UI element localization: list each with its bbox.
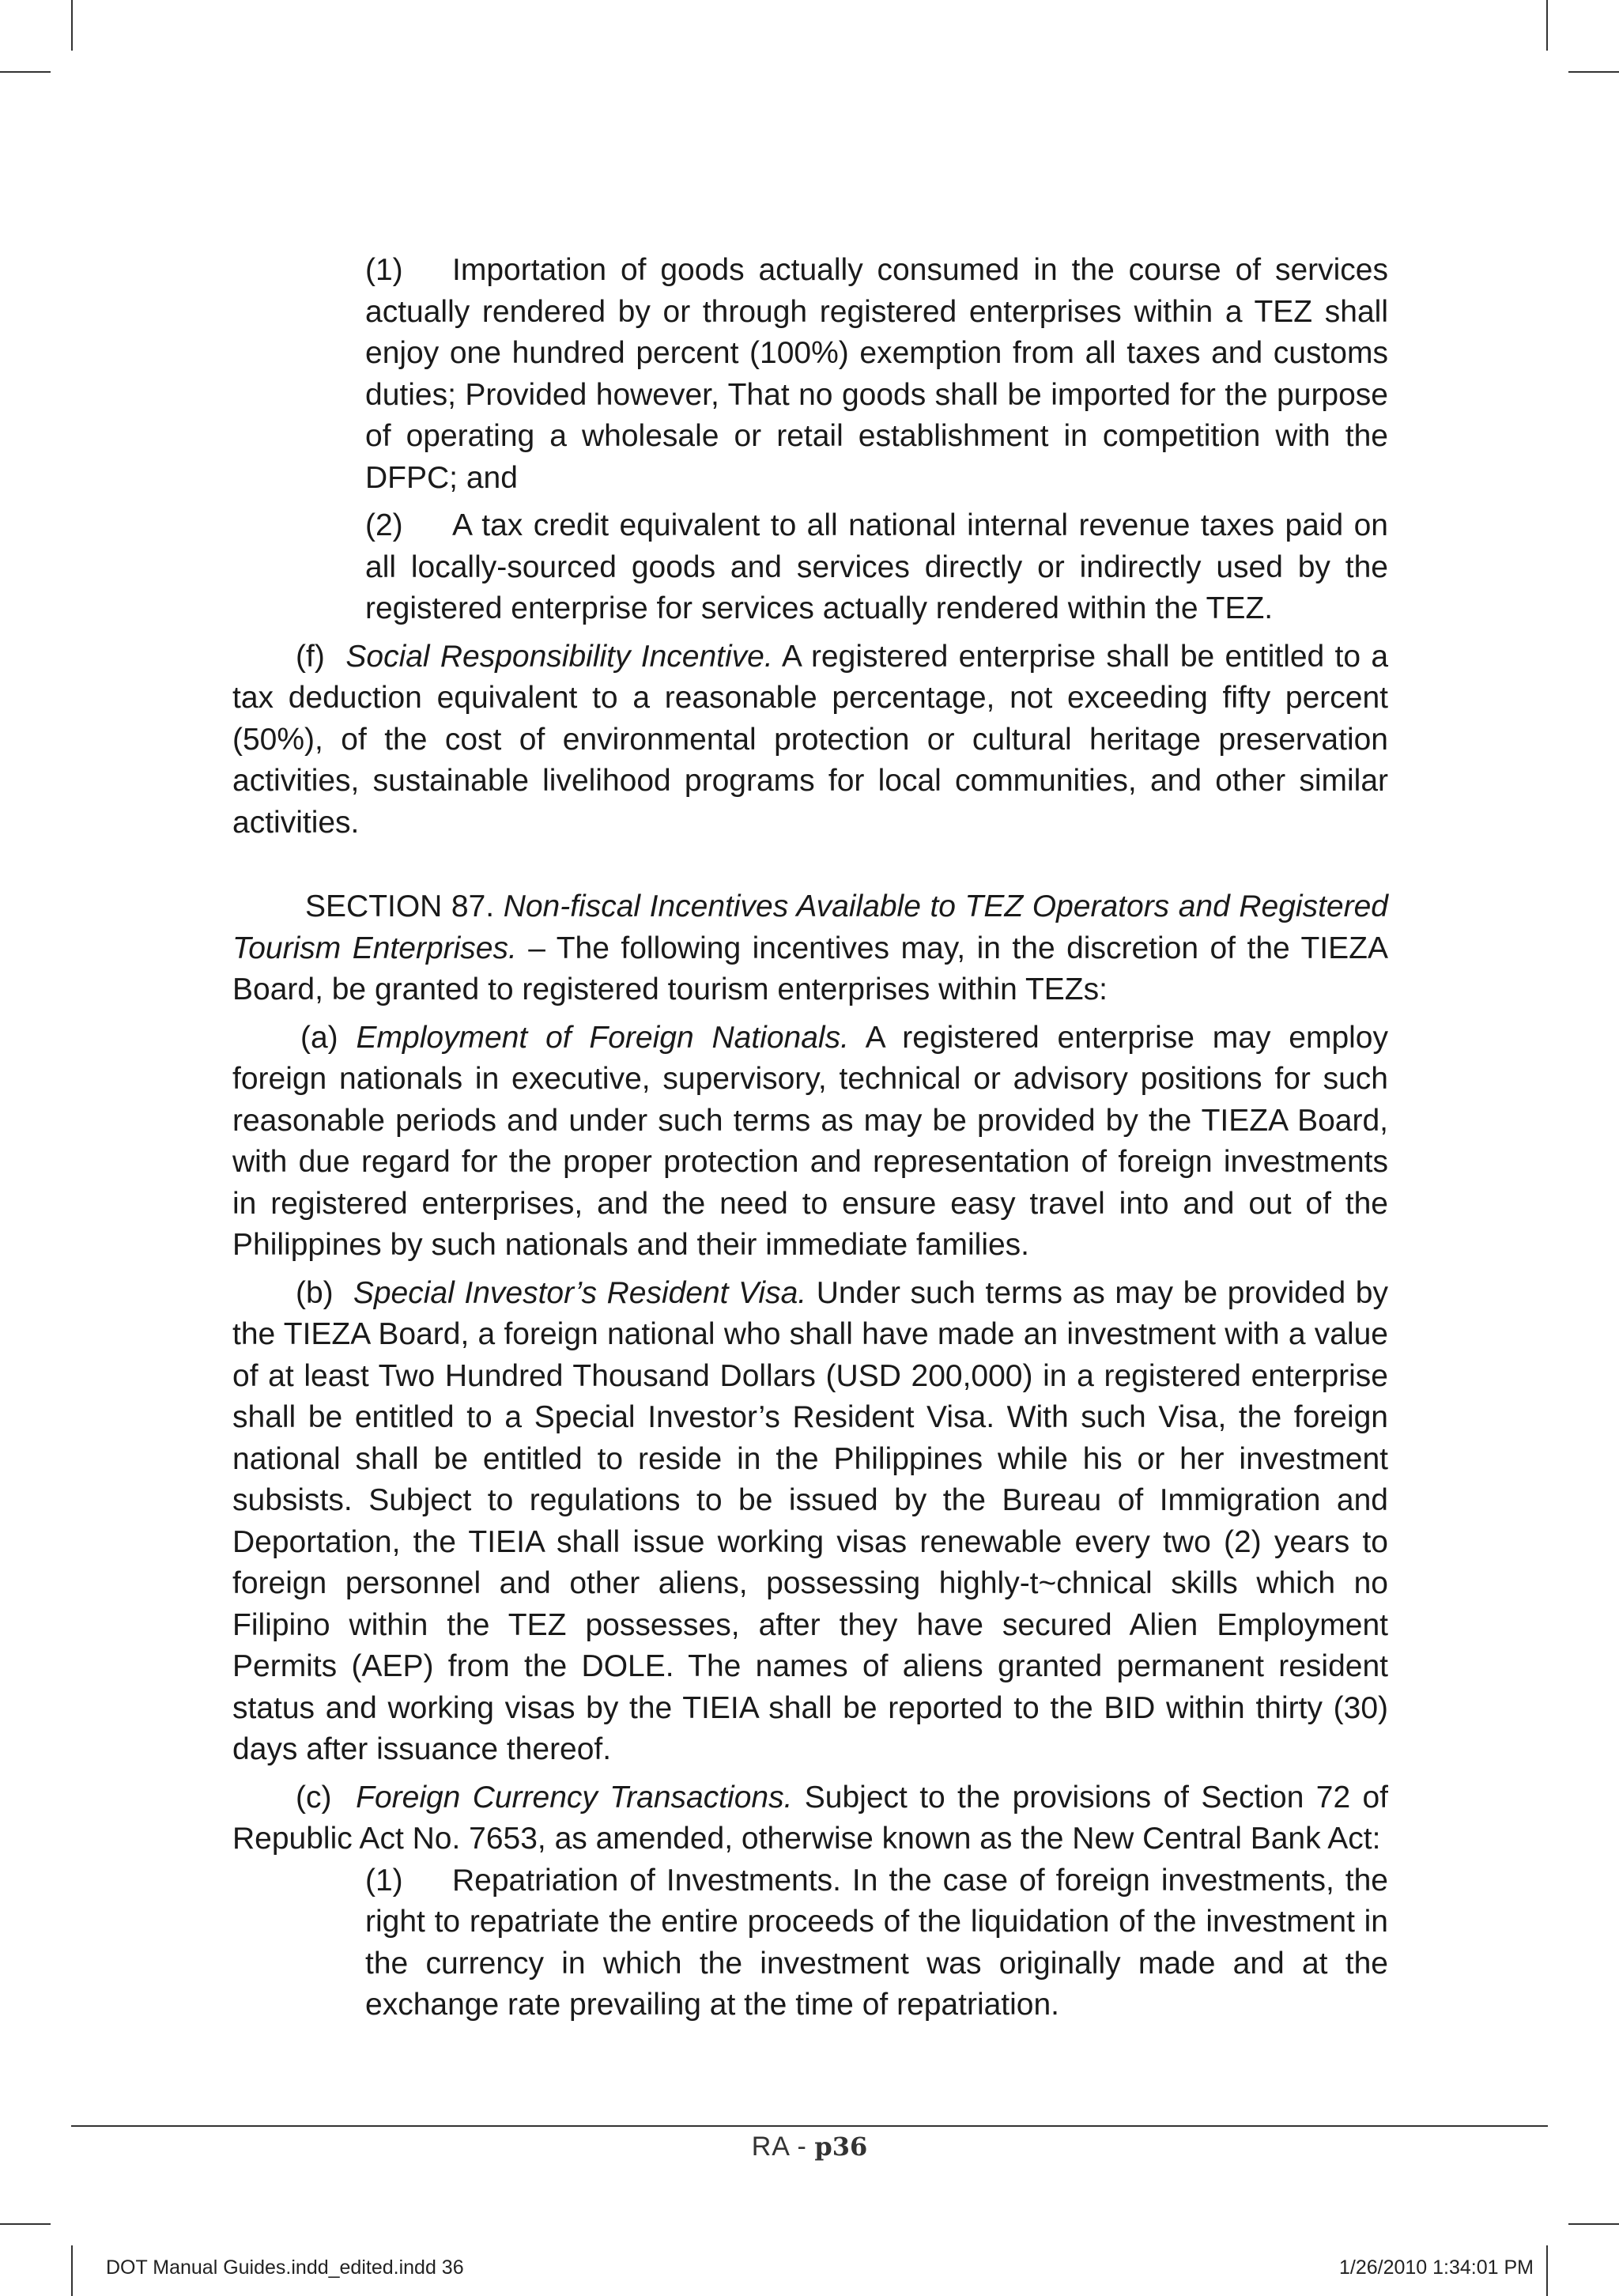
clause-e2	[365, 505, 1388, 630]
clause-c1	[365, 1860, 1388, 2026]
paragraph-f	[232, 636, 1388, 844]
crop-mark	[1568, 71, 1619, 73]
page-prefix: RA -	[751, 2132, 807, 2162]
clause-number: (1)	[365, 253, 403, 287]
clause-number: (2)	[365, 508, 403, 542]
clause-number: (1)	[365, 1863, 403, 1898]
paragraph-text: Subject to the provisions of Section 72 of Republic Act No. 7653, as amended, otherwise known as the New Central Bank Act:	[232, 1780, 1388, 1856]
paragraph-c	[232, 1777, 1388, 1860]
crop-mark	[71, 2245, 73, 2296]
paragraph-label: (f)	[296, 639, 325, 674]
paragraph-label: (c)	[296, 1780, 332, 1815]
paragraph-title: Employment of Foreign Nationals.	[356, 1020, 849, 1055]
page-number: p36	[814, 2132, 868, 2162]
crop-mark	[1568, 2223, 1619, 2225]
paragraph-text: A registered enterprise may employ foreign nationals in executive, supervisory, technical or advisory positions for such reasonable periods and under such terms as may be provided by the TIEZA Board, with due regard for the proper protection and representation of foreign investments in registered enterprises, and the need to ensure easy travel into and out of the Philippines by such nationals and their immediate families.	[232, 1020, 1389, 1262]
slug-timestamp: 1/26/2010 1:34:01 PM	[1338, 2256, 1534, 2279]
crop-mark	[0, 2223, 51, 2225]
crop-mark	[71, 0, 73, 51]
clause-e1	[365, 250, 1388, 499]
document-body	[232, 250, 1388, 2026]
paragraph-label: (a)	[300, 1020, 338, 1055]
paragraph-text: A registered enterprise shall be entitled to a tax deduction equivalent to a reasonable percentage, not exceeding fifty percent (50%), of the cost of environmental protection or cultural heritage preservation activities, sustainable livelihood programs for local communities, and other similar activities.	[232, 639, 1389, 840]
slug-filename: DOT Manual Guides.indd_edited.indd 36	[106, 2256, 464, 2279]
paragraph-text: Under such terms as may be provided by the TIEZA Board, a foreign national who shall have made an investment with a value of at least Two Hundred Thousand Dollars (USD 200,000) in a registered enterprise shall be entitled to a Special Investor’s Resident Visa. With such Visa, the foreign national shall be entitled to reside in the Philippines while his or her investment subsists. Subject to regulations to be issued by the Bureau of Immigration and Deportation, the TIEIA shall issue working visas renewable every two (2) years to foreign personnel and other aliens, possessing highly-t~chnical skills which no Filipino within the TEZ possesses, after they have secured Alien Employment Permits (AEP) from the DOLE. The names of aliens granted permanent resident status and working visas by the TIEIA shall be reported to the BID within thirty (30) days after issuance thereof.	[232, 1275, 1388, 1766]
page-number-label	[0, 2132, 1619, 2162]
crop-mark	[1546, 2245, 1548, 2296]
clause-text: Importation of goods actually consumed in the course of services actually rendered by or through registered enterprises within a TEZ shall enjoy one hundred percent (100%) exemption from all taxes and customs duties; Provided however, That no goods shall be imported for the purpose of operating a wholesale or retail establishment in competition with the DFPC; and	[365, 253, 1388, 495]
paragraph-a	[232, 1018, 1388, 1267]
crop-mark	[1546, 0, 1548, 51]
paragraph-title: Special Investor’s Resident Visa.	[353, 1275, 807, 1310]
paragraph-b	[232, 1273, 1388, 1771]
paragraph-label: (b)	[296, 1275, 334, 1310]
section-text: – The following incentives may, in the discretion of the TIEZA Board, be granted to registered tourism enterprises within TEZs:	[232, 931, 1388, 1006]
section-title: Non-fiscal Incentives Available to TEZ Operators and Registered Tourism Enterprises.	[232, 889, 1388, 965]
clause-text: A tax credit equivalent to all national internal revenue taxes paid on all locally-sourced goods and services directly or indirectly used by the registered enterprise for services actually rendered within the TEZ.	[365, 508, 1388, 625]
crop-mark	[0, 71, 51, 73]
section-87	[232, 886, 1388, 1011]
footer-rule	[71, 2125, 1548, 2127]
paragraph-title: Foreign Currency Transactions.	[356, 1780, 793, 1815]
section-label: SECTION 87.	[305, 889, 495, 923]
clause-text: Repatriation of Investments. In the case of foreign investments, the right to repatriate the entire proceeds of the liquidation of the investment in the currency in which the investment was originally made and at the exchange rate prevailing at the time of repatriation.	[365, 1863, 1388, 2022]
paragraph-title: Social Responsibility Incentive.	[345, 639, 773, 674]
